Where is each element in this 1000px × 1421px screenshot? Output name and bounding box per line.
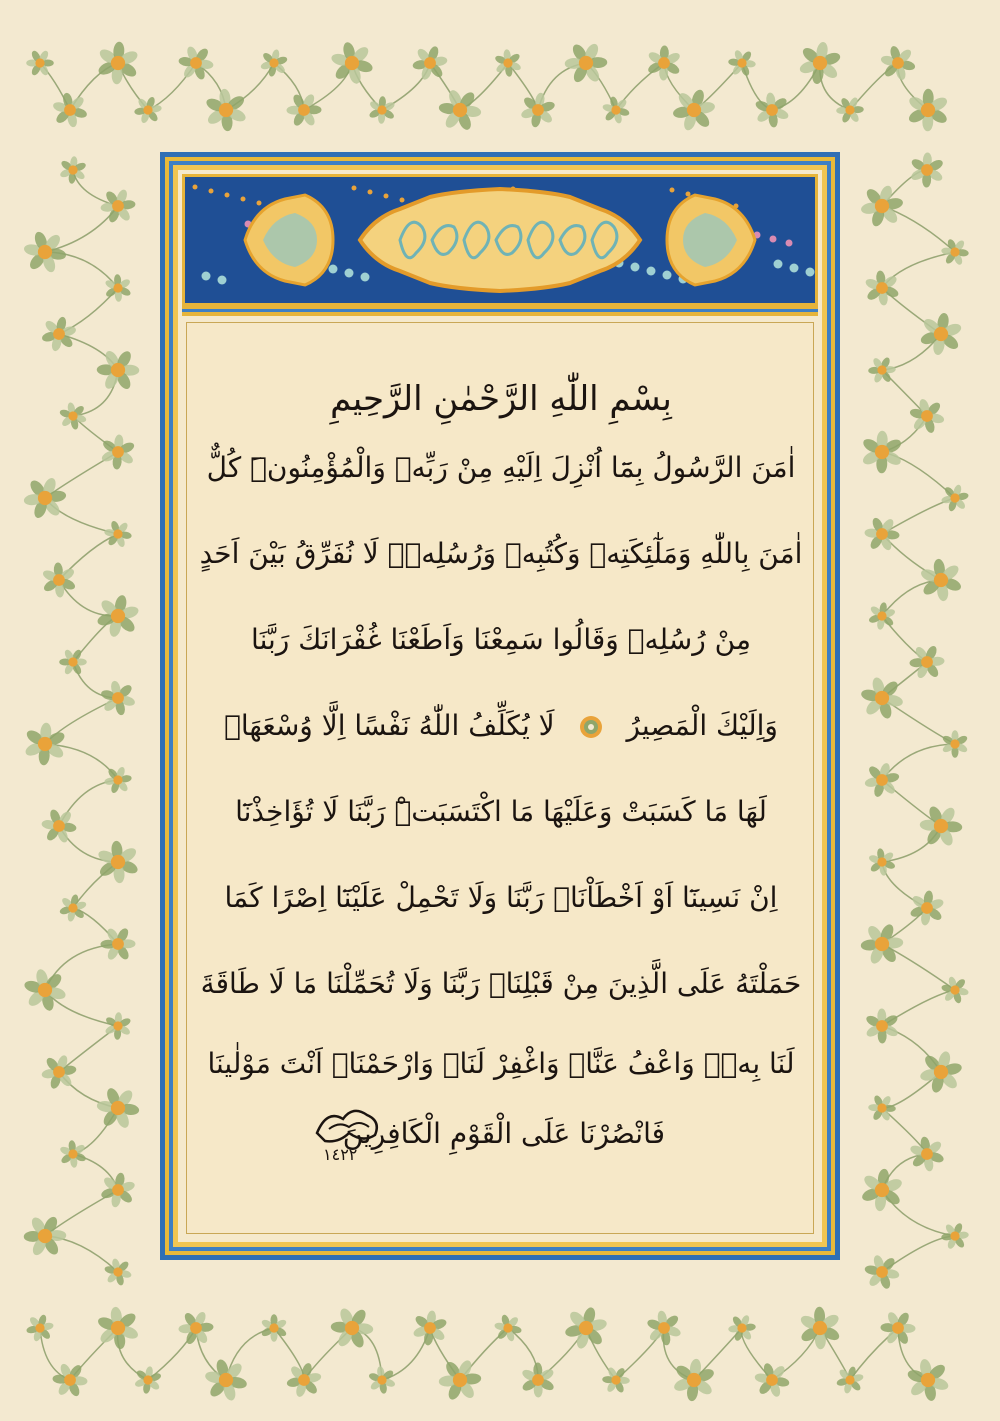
flower-motif (861, 431, 903, 474)
flower-motif (286, 93, 321, 128)
flower-motif (941, 976, 969, 1004)
flower-motif (178, 45, 214, 81)
flower-motif (520, 92, 556, 128)
verse-line-3: مِنْ رُسُلِهٖ وَقَالُوا سَمِعْنَا وَاَطَعْنَا غُفْرَانَكَ رَبَّنَا (251, 623, 751, 656)
flower-motif (96, 594, 140, 638)
flower-motif (646, 45, 681, 80)
flower-motif (41, 1054, 77, 1090)
flower-motif (52, 92, 88, 128)
flower-motif (97, 349, 140, 391)
flower-motif (59, 894, 87, 922)
verse-line-2: اٰمَنَ بِاللّٰهِ وَمَلٰٓئِكَتِهٖ وَكُتُبِهٖ وَرُسُلِهٖۜ لَا نُفَرِّقُ بَيْنَ اَحَدٍ (199, 537, 803, 570)
flower-motif (59, 648, 86, 675)
flower-motif (368, 96, 396, 124)
header-divider-rule (182, 306, 818, 316)
flower-motif (754, 92, 790, 128)
flower-motif (564, 1306, 608, 1350)
flower-motif (864, 1254, 900, 1290)
flower-motif (919, 1050, 963, 1094)
flower-motif (860, 676, 904, 720)
flower-motif (104, 1258, 132, 1286)
flower-motif (204, 1358, 248, 1402)
flower-motif (96, 840, 139, 883)
signature-year: ١٤٢٢ (323, 1145, 358, 1164)
verse-line-4-start: وَاِلَيْكَ الْمَصِيرُ (626, 709, 778, 742)
flower-motif (100, 680, 136, 716)
verse-line-4-end: لَا يُكَلِّفُ اللّٰهُ نَفْسًا اِلَّا وُسْعَهَاۜ (224, 709, 555, 742)
flower-motif (494, 49, 522, 77)
flower-motif (907, 89, 949, 132)
basmala-line: بِسْمِ اللّٰهِ الرَّحْمٰنِ الرَّحِيمِ (330, 379, 672, 419)
flower-motif (41, 808, 77, 844)
flower-motif (96, 1086, 140, 1129)
flower-motif (52, 1362, 88, 1398)
flower-motif (909, 1136, 945, 1172)
vine-stem (882, 498, 955, 534)
flower-motif (412, 1310, 448, 1346)
flower-motif (865, 1008, 900, 1043)
flower-motif (260, 1314, 287, 1342)
flower-motif (286, 1362, 322, 1398)
flower-motif (868, 602, 896, 630)
rosette-icon (578, 714, 604, 740)
flower-motif (860, 184, 904, 228)
flower-motif (26, 49, 54, 76)
flower-motif (134, 1366, 162, 1394)
flower-motif (919, 805, 962, 848)
flower-motif (24, 1215, 67, 1258)
flower-motif (941, 238, 969, 266)
flower-motif (100, 434, 136, 470)
flower-motif (368, 1366, 396, 1394)
flower-motif (799, 1307, 842, 1350)
flower-motif (204, 88, 247, 131)
verse-line-6: اِنْ نَسِينَٓا اَوْ اَخْطَاْنَاۚ رَبَّنَا وَلَا تَحْمِلْ عَلَيْنَٓا اِصْرًا كَمَا (224, 881, 778, 914)
flower-motif (97, 41, 140, 84)
verse-line-9: فَانْصُرْنَا عَلَى الْقَوْمِ الْكَافِرِينَ (342, 1117, 665, 1150)
flower-motif (438, 88, 482, 131)
flower-motif (941, 1222, 969, 1250)
flower-motif (868, 848, 896, 876)
flower-motif (59, 1140, 87, 1168)
flower-motif (59, 156, 87, 184)
flower-motif (41, 316, 77, 352)
flower-motif (602, 96, 630, 124)
flower-motif (836, 96, 864, 124)
calligraphy-panel (186, 322, 814, 1234)
flower-motif (104, 1012, 132, 1040)
flower-motif (100, 1172, 136, 1208)
flower-motif (909, 644, 945, 679)
flower-motif (178, 1310, 214, 1345)
vine-stem (882, 1236, 955, 1272)
flower-motif (798, 41, 842, 85)
flower-motif (906, 1358, 950, 1402)
flower-motif (100, 188, 136, 224)
flower-motif (330, 41, 374, 85)
flower-motif (754, 1362, 790, 1398)
verse-line-5: لَهَا مَا كَسَبَتْ وَعَلَيْهَا مَا اكْتَسَبَتْۜ رَبَّنَا لَا تُؤَاخِذْنَٓا (235, 795, 767, 828)
flower-motif (438, 1358, 481, 1401)
flower-motif (23, 476, 67, 519)
flower-motif (23, 230, 67, 274)
flower-motif (24, 722, 67, 765)
calligraphy-frame (160, 152, 840, 1260)
flower-motif (880, 45, 916, 81)
flower-motif (104, 766, 132, 794)
flower-motif (565, 42, 608, 85)
verse-line-8: لَنَا بِهٖۚ وَاعْفُ عَنَّاࣞ وَاغْفِرْ لَنَاࣞ وَارْحَمْنَاࣞ اَنْتَ مَوْلٰينَا (207, 1047, 795, 1080)
header-illumination (182, 174, 818, 306)
flower-motif (100, 927, 135, 962)
arabesque-cartouche-icon (185, 177, 815, 303)
flower-motif (412, 45, 448, 81)
flower-motif (26, 1314, 54, 1342)
flower-motif (860, 1168, 903, 1212)
verse-line-4 (187, 709, 815, 742)
flower-motif (919, 558, 962, 602)
flower-motif (864, 762, 900, 798)
flower-motif (836, 1366, 864, 1394)
flower-motif (23, 968, 67, 1012)
verse-line-7: حَمَلْتَهُ عَلَى الَّذِينَ مِنْ قَبْلِنَاۚ رَبَّنَا وَلَا تُحَمِّلْنَا مَا لَا طَاقَةَ (200, 967, 802, 1000)
flower-motif (104, 520, 132, 548)
flower-motif (646, 1310, 682, 1346)
flower-motif (909, 152, 944, 187)
flower-motif (134, 96, 162, 124)
verse-line-1: اٰمَنَ الرَّسُولُ بِمَٓا اُنْزِلَ اِلَيْهِ مِنْ رَبِّهٖ وَالْمُؤْمِنُونَۜ كُلٌّ (206, 451, 796, 484)
closing-row (187, 1103, 815, 1173)
flower-motif (521, 1362, 556, 1397)
flower-motif (860, 922, 903, 965)
